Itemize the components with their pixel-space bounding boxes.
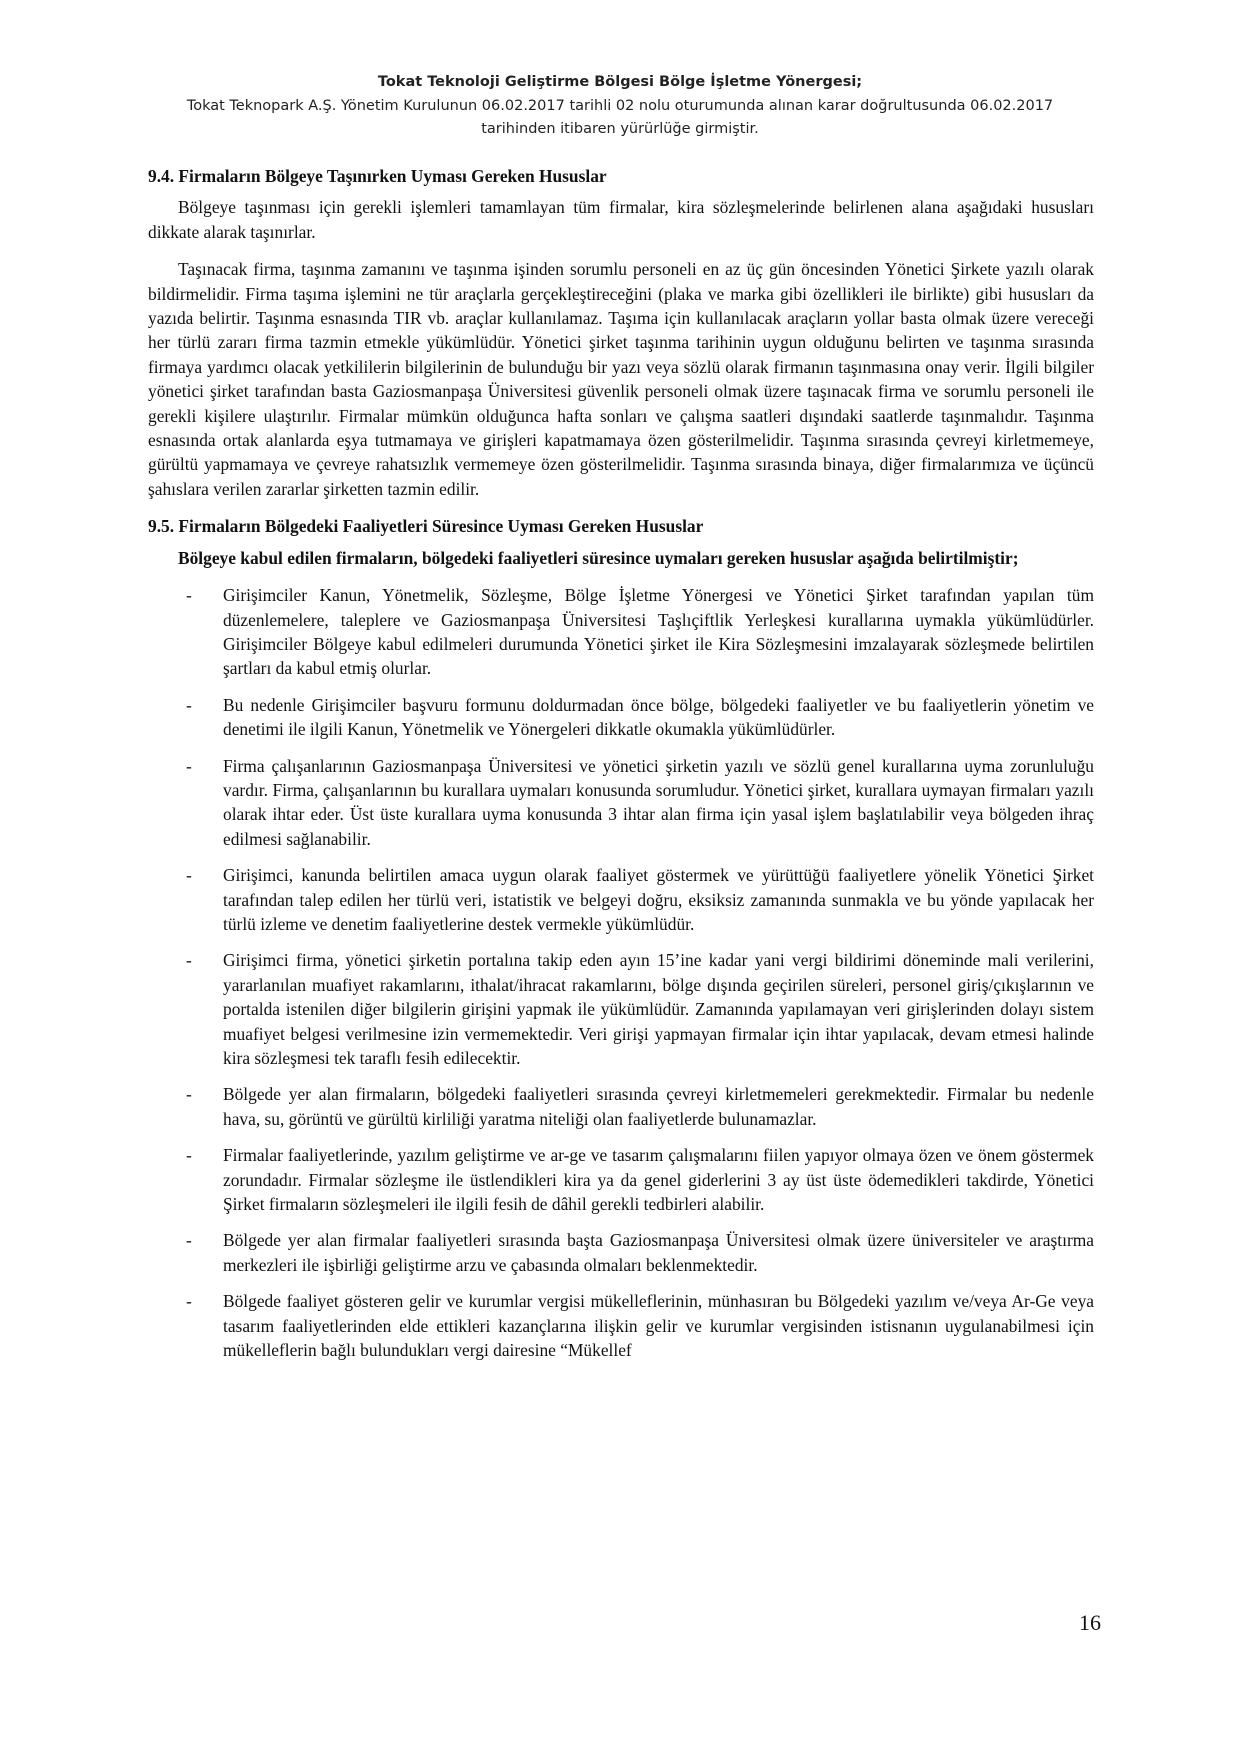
bullet-dash: -	[186, 585, 192, 606]
list-item-text: Girişimciler Kanun, Yönetmelik, Sözleşme, Bölge İşletme Yönergesi ve Yönetici Şirket tarafından yapılan tüm düzenlemelere, taleplere ve Gaziosmanpaşa Üniversitesi Taşlıçiftlik Yerleşkesi kurallarına uymakla yükümlüdürler. Girişimciler Bölgeye kabul edilmeleri durumunda Yönetici şirket ile Kira Sözleşmesini imzalayarak sözleşmede belirtilen şartları da kabul etmiş olurlar.	[223, 585, 1094, 679]
list-item	[148, 1082, 1094, 1131]
list-item	[148, 1143, 1094, 1216]
section-9-4-title: 9.4. Firmaların Bölgeye Taşınırken Uyması Gereken Hususlar	[148, 166, 607, 186]
header-decision-line: Tokat Teknopark A.Ş. Yönetim Kurulunun 06.02.2017 tarihli 02 nolu oturumunda alınan karar doğrultusunda 06.02.2017	[186, 98, 1054, 114]
list-item	[148, 754, 1094, 852]
bullet-dash: -	[186, 694, 192, 715]
document-body	[148, 164, 1094, 1374]
section-9-4-paragraph: Taşınacak firma, taşınma zamanını ve taşınma işinden sorumlu personeli en az üç gün öncesinden Yönetici Şirkete yazılı olarak bildirmelidir. Firma taşıma işlemini ne tür araçlarla gerçekleştireceğini (plaka ve marka gibi özellikleri ile birlikte) gibi hususları da yazıda belirtir. Taşınma esnasında TIR vb. araçlar kullanılamaz. Taşıma için kullanılacak araçların yollar basta olmak üzere vereceği her türlü zararı firma tazmin etmekle yükümlüdür. Yönetici şirket taşınma tarihinin uygun olduğunu belirten ve taşınma sırasında firmaya yardımcı olacak yetkililerin bilgilerinin de bulunduğu bir yazı veya sözlü olarak firmanın taşınmasına onay verir. İlgili bilgiler yönetici şirket tarafından basta Gaziosmanpaşa Üniversitesi güvenlik personeli olmak üzere taşınacak firma ve sorumlu personeli ile gerekli kişilere ulaştırılır. Firmalar mümkün olduğunca hafta sonları ve çalışma saatleri dışındaki saatlerde taşınmalıdır. Taşınma esnasında ortak alanlarda eşya tutmamaya ve girişleri kapatmamaya özen gösterilmelidir. Taşınma sırasında çevreyi kirletmemeye, gürültü yapmamaya ve çevreye rahatsızlık vermemeye özen gösterilmelidir. Taşınma sırasında binaya, diğer firmalarımıza ve üçüncü şahıslara verilen zararlar şirketten tazmin edilir.	[148, 259, 1094, 499]
bullet-dash: -	[186, 755, 192, 776]
list-item-text: Bölgede yer alan firmalar faaliyetleri sırasında başta Gaziosmanpaşa Üniversitesi olmak üzere üniversiteler ve araştırma merkezleri ile işbirliği geliştirme arzu ve çabasında olmaları beklenmektedir.	[223, 1230, 1094, 1275]
list-item-text: Bu nedenle Girişimciler başvuru formunu doldurmadan önce bölge, bölgedeki faaliyetler ve bu faaliyetlerin yönetim ve denetimi ile ilgili Kanun, Yönetmelik ve Yönergeleri dikkatle okumakla yükümlüdürler.	[223, 694, 1094, 740]
header-effective-line: tarihinden itibaren yürürlüğe girmiştir.	[481, 121, 759, 137]
list-item	[148, 693, 1094, 742]
list-item-text: Girişimci, kanunda belirtilen amaca uygun olarak faaliyet göstermek ve yürüttüğü faaliyetlere yönelik Yönetici Şirket tarafından talep edilen her türlü veri, istatistik ve belgeyi doğru, eksiksiz zamanında sunmakla ve bu yönde yapılacak her türlü izleme ve denetim faaliyetlerine destek vermekle yükümlüdür.	[223, 865, 1094, 934]
list-item-text: Firmalar faaliyetlerinde, yazılım geliştirme ve ar-ge ve tasarım çalışmalarını fiilen yapıyor olmaya özen ve önem göstermek zorundadır. Firmalar sözleşme ile üstlendikleri kira ya da genel giderlerini 3 ay üst üste ödemedikleri takdirde, Yönetici Şirket firmaların sözleşmeleri ile ilgili fesih de dâhil gerekli tedbirleri alabilir.	[223, 1145, 1094, 1215]
list-item	[148, 1289, 1094, 1362]
bullet-dash: -	[186, 950, 192, 971]
bullet-dash: -	[186, 865, 192, 886]
section-9-5-intro: Bölgeye kabul edilen firmaların, bölgedeki faaliyetleri süresince uymaları gereken hususlar aşağıda belirtilmiştir;	[178, 547, 1019, 568]
bullet-dash: -	[186, 1145, 192, 1166]
section-9-5-title: 9.5. Firmaların Bölgedeki Faaliyetleri Süresince Uyması Gereken Hususlar	[148, 516, 704, 537]
header-title: Tokat Teknoloji Geliştirme Bölgesi Bölge İşletme Yönergesi;	[377, 74, 863, 90]
requirements-list	[148, 583, 1094, 1362]
list-item	[148, 948, 1094, 1070]
list-item	[148, 583, 1094, 681]
section-9-4-paragraph: Bölgeye taşınması için gerekli işlemleri tamamlayan tüm firmalar, kira sözleşmelerinde belirlenen alana aşağıdaki hususları dikkate alarak taşınırlar.	[148, 197, 1094, 242]
list-item-text: Bölgede yer alan firmaların, bölgedeki faaliyetleri sırasında çevreyi kirletmemeleri gerekmektedir. Firmalar bu nedenle hava, su, görüntü ve gürültü kirliliği yaratma niteliği olan faaliyetlerde bulunamazlar.	[223, 1084, 1094, 1129]
bullet-dash: -	[186, 1084, 192, 1105]
list-item-text: Bölgede faaliyet gösteren gelir ve kurumlar vergisi mükelleflerinin, münhasıran bu Bölgedeki yazılım ve/veya Ar-Ge veya tasarım faaliyetlerinden elde ettikleri kazançlarına ilişkin gelir ve kurumlar vergisinden istisnanın uygulanabilmesi için mükelleflerin bağlı bulundukları vergi dairesine “Mükellef	[223, 1291, 1094, 1361]
list-item-text: Girişimci firma, yönetici şirketin portalına takip eden ayın 15’ine kadar yani vergi bildirimi döneminde mali verilerini, yararlanılan muafiyet rakamlarını, ithalat/ihracat rakamlarını, bölge dışında geçirilen süreleri, personel giriş/çıkışlarının ve portalda istenilen diğer bilgilerin girişini yapmak ile yükümlüdür. Zamanında yapılamayan veri girişlerinden dolayı sistem muafiyet belgesi verilmesine izin vermemektedir. Veri girişi yapmayan firmalar için ihtar yapılacak, devam etmesi halinde kira sözleşmesi tek taraflı fesih edilecektir.	[223, 950, 1094, 1068]
bullet-dash: -	[186, 1291, 192, 1312]
list-item	[148, 1228, 1094, 1277]
list-item	[148, 863, 1094, 936]
bullet-dash: -	[186, 1230, 192, 1251]
list-item-text: Firma çalışanlarının Gaziosmanpaşa Üniversitesi ve yönetici şirketin yazılı ve sözlü genel kurallarına uyma zorunluluğu vardır. Firma, çalışanlarının bu kurallara uymaları konusunda sorumludur. Yönetici şirket, kurallara uymayan firmaları yazılı olarak ihtar eder. Üst üste kurallara uyma konusunda 3 ihtar alan firma için yasal işlem başlatılabilir veya bölgeden ihraç edilmesi sağlanabilir.	[223, 755, 1094, 849]
page-number: 16	[1079, 1610, 1101, 1635]
